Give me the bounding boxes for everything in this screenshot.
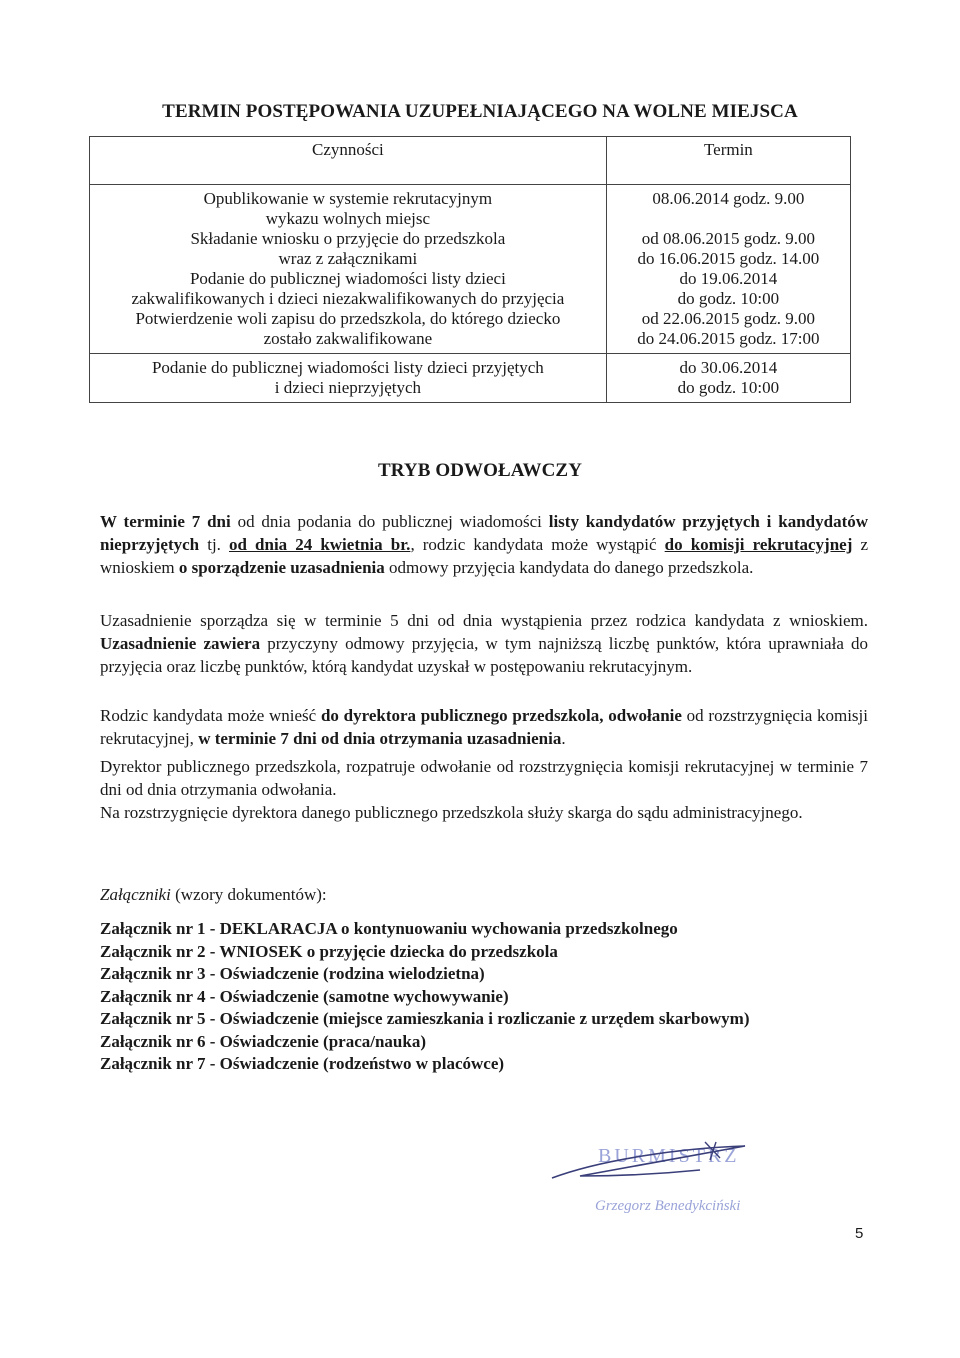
activity-cell [90, 354, 607, 403]
term-cell [606, 269, 850, 309]
activity-line: i dzieci nieprzyjętych [274, 378, 422, 397]
paragraph-appeal [100, 704, 868, 750]
text: od dnia podania do publicznej wiadomości [230, 512, 549, 531]
paragraph-complaint [100, 801, 868, 824]
term-cell [606, 309, 850, 354]
text: od rozstrzygnięcia komisji rekrutacyjnej, [100, 706, 868, 748]
text: z wnioskiem [100, 535, 868, 577]
term-cell [606, 354, 850, 403]
bold-text: do dyrektora publicznego przedszkola, odwołanie [320, 706, 682, 725]
term-line: od 22.06.2015 godz. 9.00 [641, 309, 816, 328]
stamp-title: BURMISTRZ [598, 1145, 740, 1167]
term-line: do godz. 10:00 [677, 289, 780, 308]
activity-line: wraz z załącznikami [278, 249, 418, 268]
activity-line: zakwalifikowanych i dzieci niezakwalifikowanych do przyjęcia [131, 289, 565, 308]
term-line: do 16.06.2015 godz. 14.00 [637, 249, 820, 268]
activity-cell [90, 185, 607, 230]
activity-cell [90, 269, 607, 309]
header-term: Termin [606, 137, 850, 185]
text: tj. [199, 535, 229, 554]
list-item: Załącznik nr 6 - Oświadczenie (praca/nauka) [100, 1031, 426, 1051]
list-item: Załącznik nr 4 - Oświadczenie (samotne wychowywanie) [100, 986, 509, 1006]
underlined-text: do komisji rekrutacyjnej [664, 535, 853, 554]
attachments-heading [100, 885, 327, 905]
attachments-label: Załączniki [100, 885, 171, 904]
table-row [90, 269, 851, 309]
bold-text: o sporządzenie uzasadnienia [178, 558, 385, 577]
activity-line: Podanie do publicznej wiadomości listy dzieci [189, 269, 506, 288]
stamp-name: Grzegorz Benedykciński [595, 1198, 741, 1214]
term-cell [606, 229, 850, 269]
list-item: Załącznik nr 2 - WNIOSEK o przyjęcie dziecka do przedszkola [100, 941, 558, 961]
text: Na rozstrzygnięcie dyrektora danego publicznego przedszkola służy skarga do sądu administracyjnego. [100, 803, 803, 822]
table-row [90, 185, 851, 230]
activity-cell [90, 309, 607, 354]
paragraph-director [100, 755, 868, 801]
list-item: Załącznik nr 5 - Oświadczenie (miejsce zamieszkania i rozliczanie z urzędem skarbowym) [100, 1009, 750, 1028]
table-row [90, 229, 851, 269]
list-item: Załącznik nr 1 - DEKLARACJA o kontynuowaniu wychowania przedszkolnego [100, 919, 678, 938]
term-line: do 24.06.2015 godz. 17:00 [637, 329, 820, 348]
activity-line: Potwierdzenie woli zapisu do przedszkola, do którego dziecko [135, 309, 561, 328]
list-item: Załącznik nr 3 - Oświadczenie (rodzina wielodzietna) [100, 964, 485, 983]
attachments-list [100, 918, 750, 1076]
bold-text: Uzasadnienie zawiera [100, 634, 261, 653]
bold-text: w terminie 7 dni od dnia otrzymania uzasadnienia [198, 729, 562, 748]
activity-line: Podanie do publicznej wiadomości listy dzieci przyjętych [151, 358, 544, 377]
section-title: TRYB ODWOŁAWCZY [377, 460, 583, 481]
term-line: 08.06.2014 godz. 9.00 [652, 189, 805, 208]
activity-line: wykazu wolnych miejsc [265, 209, 431, 228]
term-line: do 19.06.2014 [679, 269, 778, 288]
term-cell [606, 185, 850, 230]
page-title: TERMIN POSTĘPOWANIA UZUPEŁNIAJĄCEGO NA WOLNE MIEJSCA [162, 101, 798, 122]
activity-cell [90, 229, 607, 269]
table-header-row [90, 137, 851, 185]
page-number: 5 [855, 1225, 864, 1242]
attachments-note: (wzory dokumentów): [170, 885, 327, 904]
text: odmowy przyjęcia kandydata do danego przedszkola. [384, 558, 754, 577]
underlined-text: od dnia 24 kwietnia br. [229, 535, 411, 554]
text: , rodzic kandydata może wystąpić [410, 535, 665, 554]
text: przyczyny odmowy przyjęcia, w tym najniższą liczbę punktów, która uprawniała do przyjęcia oraz liczbę punktów, którą kandydat uzyskał w postępowaniu rekrutacyjnym. [100, 634, 868, 676]
list-item: Załącznik nr 7 - Oświadczenie (rodzeństwo w placówce) [100, 1054, 505, 1073]
table-row [90, 354, 851, 403]
paragraph-justification [100, 609, 868, 678]
header-activity: Czynności [90, 137, 607, 185]
schedule-table [89, 136, 851, 403]
bold-text: W terminie 7 dni [100, 512, 231, 531]
text: Dyrektor publicznego przedszkola, rozpatruje odwołanie od rozstrzygnięcia komisji rekrutacyjnej w terminie 7 dni od dnia otrzymania odwołania. [100, 757, 868, 799]
table-row [90, 309, 851, 354]
mayor-stamp-signature [540, 1130, 780, 1220]
activity-line: zostało zakwalifikowane [263, 329, 433, 348]
term-line: do godz. 10:00 [677, 378, 780, 397]
text: Uzasadnienie sporządza się w terminie 5 dni od dnia wystąpienia przez rodzica kandydata z wnioskiem. [100, 611, 868, 630]
paragraph-appeal-deadline [100, 510, 868, 579]
activity-line: Opublikowanie w systemie rekrutacyjnym [203, 189, 493, 208]
text: . [561, 729, 566, 748]
activity-line: Składanie wniosku o przyjęcie do przedszkola [190, 229, 506, 248]
text: Rodzic kandydata może wnieść [100, 706, 321, 725]
term-line: od 08.06.2015 godz. 9.00 [641, 229, 816, 248]
term-line: do 30.06.2014 [679, 358, 778, 377]
bold-text: listy kandydatów przyjętych i kandydatów nieprzyjętych [100, 512, 869, 554]
